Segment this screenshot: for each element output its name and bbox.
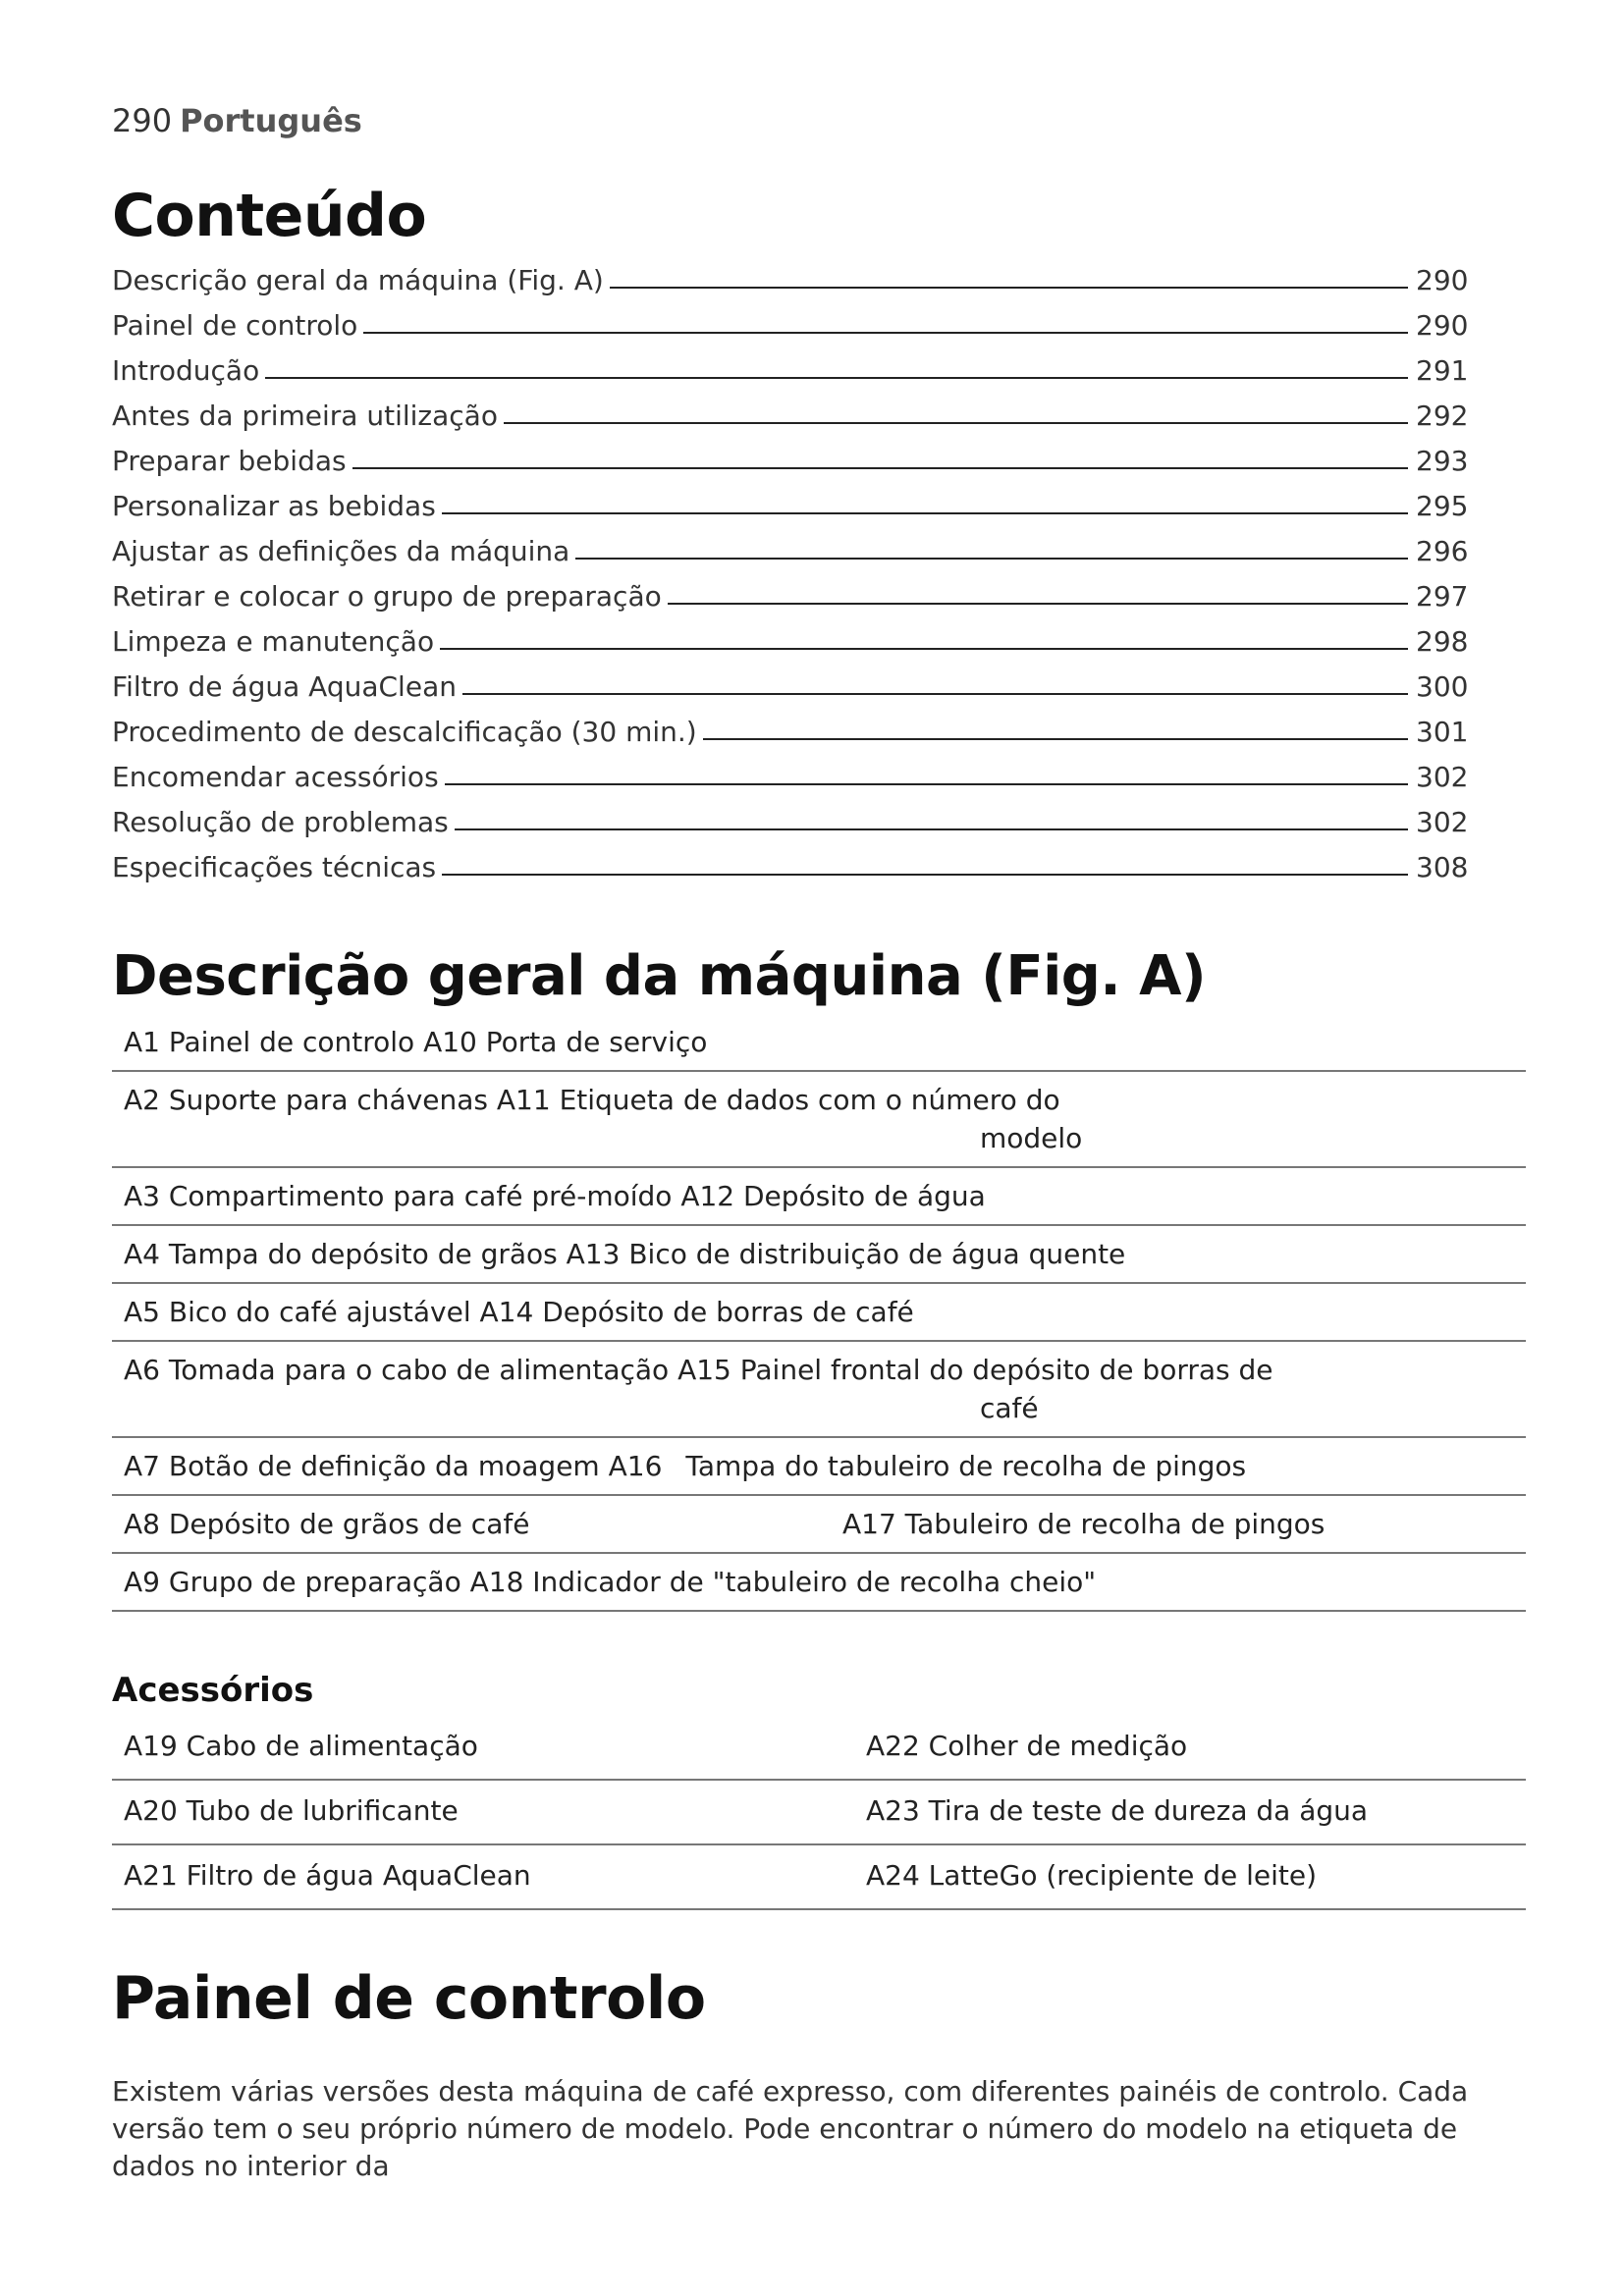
accessory-item: A24 LatteGo (recipiente de leite) xyxy=(866,1859,1318,1892)
accessory-item: A22 Colher de medição xyxy=(866,1730,1188,1762)
control-panel-text: Existem várias versões desta máquina de café expresso, com diferentes painéis de controlo. Cada versão tem o seu próprio número de modelo. Pode encontrar o número do modelo na etiqueta de dados no interior da xyxy=(112,2075,1469,2182)
toc-leader xyxy=(445,783,1408,785)
toc-leader xyxy=(668,603,1408,605)
overview-row xyxy=(112,1284,1526,1342)
toc-item-page: 291 xyxy=(1416,354,1469,387)
overview-row-continuation: modelo xyxy=(980,1122,1083,1154)
accessory-item: A21 Filtro de água AquaClean xyxy=(124,1859,531,1892)
toc-leader xyxy=(504,422,1408,424)
toc-item[interactable] xyxy=(112,703,1477,748)
toc-item-label: Descrição geral da máquina (Fig. A) xyxy=(112,264,604,296)
toc-item-label: Preparar bebidas xyxy=(112,445,347,477)
toc-item-label: Ajustar as definições da máquina xyxy=(112,535,570,567)
toc-item[interactable] xyxy=(112,296,1477,342)
overview-row-col1: A8 Depósito de grãos de café xyxy=(124,1508,530,1540)
toc-item-label: Especificações técnicas xyxy=(112,851,437,883)
overview-row-text: A4 Tampa do depósito de grãos A13 Bico de distribuição de água quente xyxy=(124,1238,1126,1270)
accessory-item: A23 Tira de teste de dureza da água xyxy=(866,1794,1369,1827)
accessory-item: A19 Cabo de alimentação xyxy=(124,1730,478,1762)
toc-item-page: 308 xyxy=(1416,851,1469,883)
toc-item[interactable] xyxy=(112,251,1477,296)
accessories-table xyxy=(112,1716,1526,1910)
toc-item-label: Limpeza e manutenção xyxy=(112,625,435,658)
overview-row xyxy=(112,1554,1526,1612)
toc-item-page: 297 xyxy=(1416,580,1469,613)
toc-item[interactable] xyxy=(112,748,1477,793)
toc-item-page: 290 xyxy=(1416,264,1469,296)
toc-item-label: Introdução xyxy=(112,354,260,387)
toc-leader xyxy=(455,828,1408,830)
toc-item-label: Personalizar as bebidas xyxy=(112,490,436,522)
toc-item[interactable] xyxy=(112,387,1477,432)
toc-item[interactable] xyxy=(112,613,1477,658)
toc-item-page: 302 xyxy=(1416,761,1469,793)
contents-title: Conteúdo xyxy=(112,182,427,250)
toc-item-page: 302 xyxy=(1416,806,1469,838)
toc-item[interactable] xyxy=(112,658,1477,703)
accessory-row xyxy=(112,1845,1526,1910)
overview-row xyxy=(112,1168,1526,1226)
page-number: 290 xyxy=(112,102,173,139)
toc-item-label: Antes da primeira utilização xyxy=(112,400,498,432)
overview-row-col2: A17 Tabuleiro de recolha de pingos xyxy=(842,1508,1326,1540)
toc-item[interactable] xyxy=(112,793,1477,838)
toc-item[interactable] xyxy=(112,477,1477,522)
control-panel-title: Painel de controlo xyxy=(112,1964,706,2033)
toc-item-label: Resolução de problemas xyxy=(112,806,449,838)
toc-item-page: 290 xyxy=(1416,309,1469,342)
toc-leader xyxy=(265,377,1408,379)
overview-row-text: A2 Suporte para chávenas A11 Etiqueta de dados com o número do xyxy=(124,1084,1060,1116)
overview-row xyxy=(112,1438,1526,1496)
overview-row xyxy=(112,1342,1526,1438)
overview-row-text-2: Tampa do tabuleiro de recolha de pingos xyxy=(685,1450,1247,1482)
toc-leader xyxy=(442,512,1408,514)
toc-item-page: 300 xyxy=(1416,670,1469,703)
language-label: Português xyxy=(180,102,362,139)
page-header xyxy=(112,102,362,139)
overview-row-continuation: café xyxy=(980,1392,1039,1424)
toc-item-label: Encomendar acessórios xyxy=(112,761,439,793)
overview-table xyxy=(112,1014,1526,1612)
toc-leader xyxy=(440,648,1408,650)
toc-item[interactable] xyxy=(112,522,1477,567)
toc-item-page: 301 xyxy=(1416,716,1469,748)
overview-row-text: A7 Botão de definição da moagem A16 xyxy=(124,1450,663,1482)
toc-item[interactable] xyxy=(112,432,1477,477)
overview-row xyxy=(112,1014,1526,1072)
toc-item-label: Painel de controlo xyxy=(112,309,358,342)
toc-item[interactable] xyxy=(112,342,1477,387)
accessories-title: Acessórios xyxy=(112,1671,314,1710)
accessory-item: A20 Tubo de lubrificante xyxy=(124,1794,459,1827)
toc-item[interactable] xyxy=(112,838,1477,883)
toc-item-page: 293 xyxy=(1416,445,1469,477)
toc-leader xyxy=(352,467,1408,469)
toc-item-page: 292 xyxy=(1416,400,1469,432)
toc-item-label: Retirar e colocar o grupo de preparação xyxy=(112,580,662,613)
toc-item-page: 295 xyxy=(1416,490,1469,522)
toc-item-label: Procedimento de descalcificação (30 min.) xyxy=(112,716,697,748)
toc-item[interactable] xyxy=(112,567,1477,613)
toc-leader xyxy=(610,287,1408,289)
toc-item-page: 298 xyxy=(1416,625,1469,658)
toc-item-label: Filtro de água AquaClean xyxy=(112,670,457,703)
overview-row-text: A9 Grupo de preparação A18 Indicador de "tabuleiro de recolha cheio" xyxy=(124,1566,1097,1598)
overview-row xyxy=(112,1496,1526,1554)
toc-leader xyxy=(575,558,1408,560)
toc-leader xyxy=(462,693,1408,695)
overview-row xyxy=(112,1072,1526,1168)
overview-row-text: A1 Painel de controlo A10 Porta de serviço xyxy=(124,1026,708,1058)
toc-leader xyxy=(703,738,1408,740)
toc-leader xyxy=(363,332,1408,334)
toc-leader xyxy=(442,874,1408,876)
overview-title: Descrição geral da máquina (Fig. A) xyxy=(112,944,1207,1008)
accessory-row xyxy=(112,1781,1526,1845)
overview-row xyxy=(112,1226,1526,1284)
toc-item-page: 296 xyxy=(1416,535,1469,567)
accessory-row xyxy=(112,1716,1526,1781)
table-of-contents xyxy=(112,251,1477,883)
overview-row-text: A5 Bico do café ajustável A14 Depósito de borras de café xyxy=(124,1296,914,1328)
overview-row-text: A3 Compartimento para café pré-moído A12 Depósito de água xyxy=(124,1180,986,1212)
overview-row-text: A6 Tomada para o cabo de alimentação A15 Painel frontal do depósito de borras de xyxy=(124,1354,1273,1386)
